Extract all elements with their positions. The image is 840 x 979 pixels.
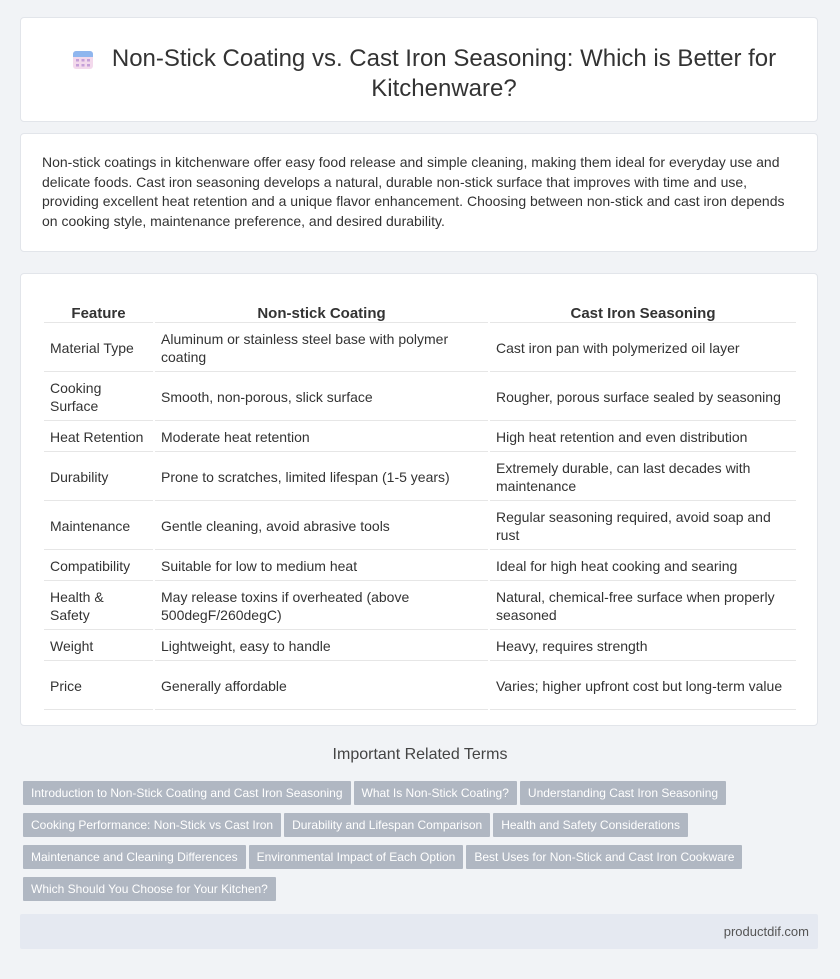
row-non-stick: Suitable for low to medium heat [155,552,488,581]
related-terms-heading: Important Related Terms [332,746,508,763]
related-term-link[interactable]: Understanding Cast Iron Seasoning [520,781,726,805]
row-non-stick: May release toxins if overheated (above 500degF/260degC) [155,583,488,630]
row-cast-iron: Ideal for high heat cooking and searing [490,552,796,581]
row-non-stick: Gentle cleaning, avoid abrasive tools [155,503,488,550]
row-cast-iron: Extremely durable, can last decades with maintenance [490,454,796,501]
column-header-non-stick: Non-stick Coating [155,296,488,323]
table-header-row [44,296,796,323]
related-term-link[interactable]: Cooking Performance: Non-Stick vs Cast Iron [23,813,281,837]
row-non-stick: Smooth, non-porous, slick surface [155,374,488,421]
table-row [44,325,796,372]
column-header-cast-iron: Cast Iron Seasoning [490,296,796,323]
related-term-link[interactable]: Maintenance and Cleaning Differences [23,845,246,869]
table-row [44,632,796,661]
table-row [44,454,796,501]
related-term-link[interactable]: Environmental Impact of Each Option [249,845,464,869]
related-term-link[interactable]: Best Uses for Non-Stick and Cast Iron Cookware [466,845,742,869]
table-row [44,663,796,710]
table-row [44,423,796,452]
footer [20,914,818,949]
row-feature: Material Type [44,325,153,372]
intro-card [20,133,818,252]
related-terms-list [23,781,813,909]
row-cast-iron: Natural, chemical-free surface when properly seasoned [490,583,796,630]
row-cast-iron: Cast iron pan with polymerized oil layer [490,325,796,372]
row-non-stick: Generally affordable [155,663,488,710]
row-feature: Compatibility [44,552,153,581]
row-feature: Weight [44,632,153,661]
table-row [44,503,796,550]
row-non-stick: Lightweight, easy to handle [155,632,488,661]
row-feature: Heat Retention [44,423,153,452]
row-cast-iron: Rougher, porous surface sealed by seasoning [490,374,796,421]
comparison-table-card [20,273,818,726]
page-title: Non-Stick Coating vs. Cast Iron Seasoning: Which is Better for Kitchenware? [111,45,777,102]
row-cast-iron: Varies; higher upfront cost but long-term value [490,663,796,710]
related-term-link[interactable]: Introduction to Non-Stick Coating and Cast Iron Seasoning [23,781,351,805]
row-cast-iron: Regular seasoning required, avoid soap and rust [490,503,796,550]
row-feature: Health & Safety [44,583,153,630]
row-feature: Cooking Surface [44,374,153,421]
related-term-link[interactable]: Durability and Lifespan Comparison [284,813,490,837]
row-non-stick: Aluminum or stainless steel base with polymer coating [155,325,488,372]
related-term-link[interactable]: Health and Safety Considerations [493,813,688,837]
row-feature: Maintenance [44,503,153,550]
row-feature: Durability [44,454,153,501]
related-term-link[interactable]: Which Should You Choose for Your Kitchen? [23,877,276,901]
comparison-table [42,294,798,712]
title-card [20,17,818,122]
footer-site-link[interactable]: productdif.com [723,924,809,939]
column-header-feature: Feature [44,296,153,323]
intro-paragraph: Non-stick coatings in kitchenware offer easy food release and simple cleaning, making them ideal for everyday use and delicate foods. Cast iron seasoning develops a natural, durable non-stick surface that improves with time and use, providing excellent heat retention and a unique flavor enhancement. Choosing between non-stick and cast iron depends on cooking style, maintenance preference, and desired durability. [42,154,785,229]
row-cast-iron: High heat retention and even distribution [490,423,796,452]
row-non-stick: Moderate heat retention [155,423,488,452]
row-feature: Price [44,663,153,710]
table-row [44,552,796,581]
related-term-link[interactable]: What Is Non-Stick Coating? [354,781,517,805]
table-row [44,583,796,630]
row-non-stick: Prone to scratches, limited lifespan (1-5 years) [155,454,488,501]
row-cast-iron: Heavy, requires strength [490,632,796,661]
table-row [44,374,796,421]
